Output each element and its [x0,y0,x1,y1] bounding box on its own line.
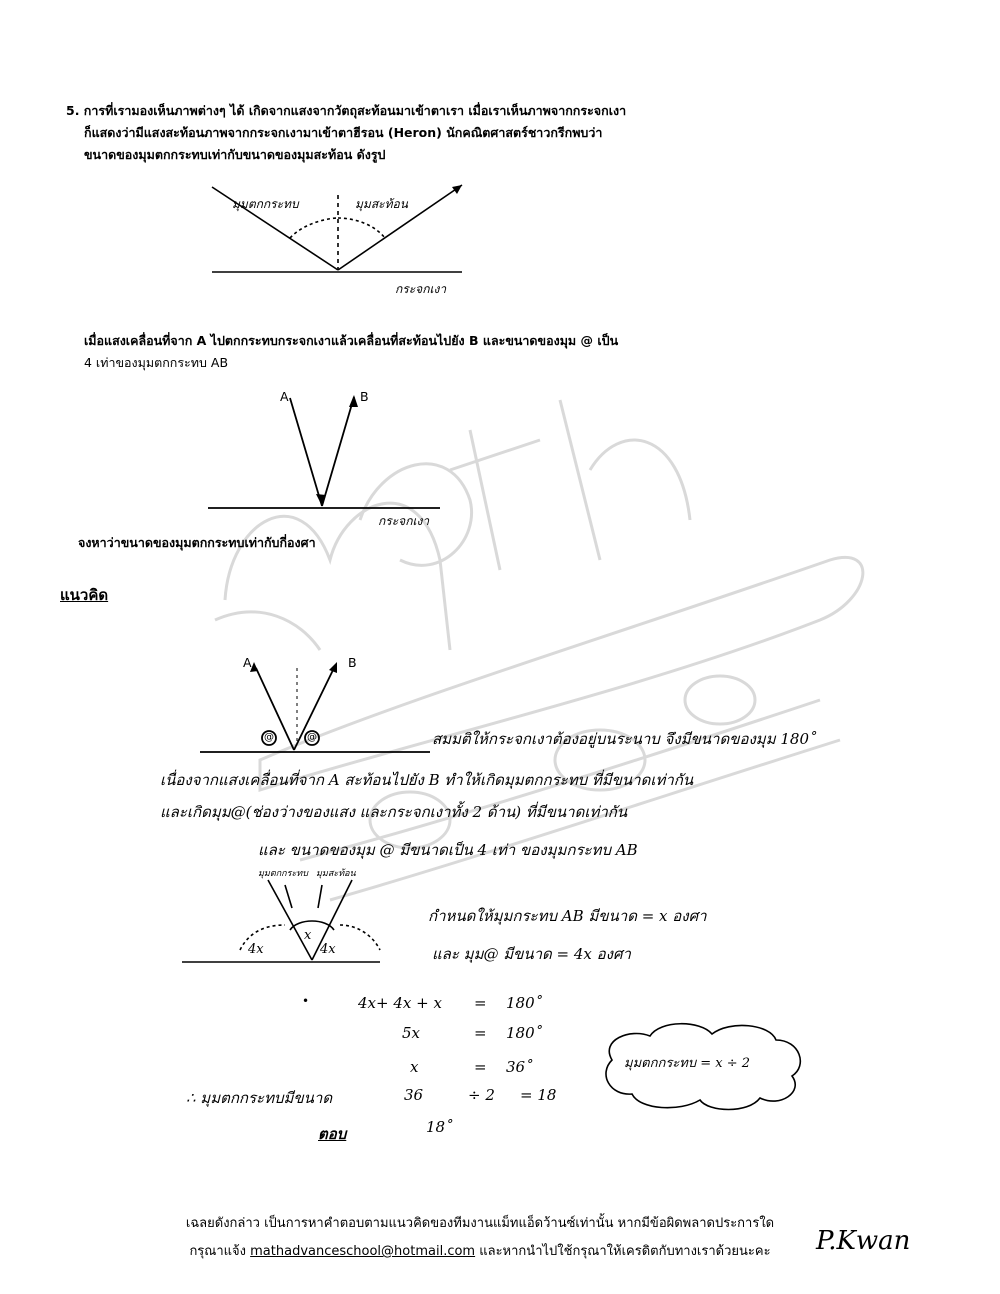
solution-at-right: @ [307,732,317,743]
question-line-6: จงหาว่าขนาดของมุมตกกระทบเท่ากับกี่องศา [78,535,316,550]
answer-value: 18˚ [426,1118,453,1136]
eq2-lhs: 5x [402,1024,421,1042]
eq3-op: = [474,1058,487,1076]
fig-incident-label: มุมตกกระทบ [258,869,308,879]
footer-line-2-post: และหากนำไปใช้กรุณาให้เครดิตกับทางเราด้วยนะคะ [479,1244,771,1259]
given-1: กำหนดให้มุมกระทบ AB มีขนาด = x องศา [428,907,707,925]
note-1: สมมติให้กระจกเงาต้องอยู่บนระนาบ จึงมีขนาดของมุม 180˚ [432,730,817,748]
calc-a: 36 [404,1086,424,1104]
eq1-rhs: 180˚ [506,994,543,1012]
fig1-mirror-label: กระจกเงา [395,282,447,296]
fig1-incident-label: มุมตกกระทบ [232,197,299,211]
note-2: เนื่องจากแสงเคลื่อนที่จาก A สะท้อนไปยัง B ทำให้เกิดมุมตกกระทบ ที่มีขนาดเท่ากัน [160,771,694,789]
note-3: และเกิดมุม@(ช่องว่างของแสง และกระจกเงาทั้ง 2 ด้าน) ที่มีขนาดเท่ากัน [160,803,628,821]
note-4: และ ขนาดของมุม @ มีขนาดเป็น 4 เท่า ของมุมกระทบ AB [258,841,638,859]
fig-left-label: 4x [248,942,264,957]
fig2-mirror-label: กระจกเงา [378,514,430,528]
question-line-4: เมื่อแสงเคลื่อนที่จาก A ไปตกกระทบกระจกเงาแล้วเคลื่อนที่สะท้อนไปยัง B และขนาดของมุม @ เป็น [84,333,619,348]
footer-line-2 [100,1240,860,1261]
question-line-2: ก็แสดงว่ามีแสงสะท้อนภาพจากกระจกเงามาเข้าตาฮีรอน (Heron) นักคณิตศาสตร์ชาวกรีกพบว่า [84,125,603,140]
fig-reflect-label: มุมสะท้อน [316,869,356,879]
fig2-label-a: A [280,389,289,404]
solution-label-a: A [243,655,252,670]
contact-email-link[interactable]: mathadvanceschool@hotmail.com [250,1244,476,1259]
fig-x-label: x [304,928,312,943]
solution-heading: แนวคิด [60,586,109,604]
fig2-label-b: B [360,389,369,404]
signature: P.Kwan [816,1226,911,1256]
solution-label-b: B [348,655,357,670]
eq1-op: = [474,994,487,1012]
question-line-1: 5. การที่เรามองเห็นภาพต่างๆ ได้ เกิดจากแสงจากวัตถุสะท้อนมาเข้าตาเรา เมื่อเราเห็นภาพจากกระจกเงา [66,103,627,118]
footer-line-2-pre: กรุณาแจ้ง [189,1244,246,1259]
footer-line-1: เฉลยดังกล่าว เป็นการหาคำตอบตามแนวคิดของทีมงานแม็ทแอ็ดว้านซ์เท่านั้น หากมีข้อผิดพลาดประการใด [185,1216,775,1231]
eq3-lhs: x [410,1058,419,1076]
given-2: และ มุม@ มีขนาด = 4x องศา [432,945,631,963]
eq1-lhs: 4x+ 4x + x [358,994,442,1012]
answer-label: ตอบ [318,1125,347,1143]
therefore-label: ∴ มุมตกกระทบมีขนาด [186,1089,333,1107]
fig1-reflect-label: มุมสะท้อน [355,197,408,211]
eq2-op: = [474,1024,487,1042]
fig-right-label: 4x [320,942,336,957]
eq2-rhs: 180˚ [506,1024,543,1042]
bullet-mark: • [302,994,310,1008]
question-line-3: ขนาดของมุมตกกระทบเท่ากับขนาดของมุมสะท้อน ดังรูป [84,147,386,162]
calc-result: = 18 [520,1086,557,1104]
cloud-text: มุมตกกระทบ = x ÷ 2 [624,1056,751,1071]
eq3-rhs: 36˚ [506,1058,533,1076]
solution-at-left: @ [264,732,274,743]
question-line-5: 4 เท่าของมุมตกกระทบ AB [84,355,229,370]
calc-op: ÷ 2 [468,1086,495,1104]
